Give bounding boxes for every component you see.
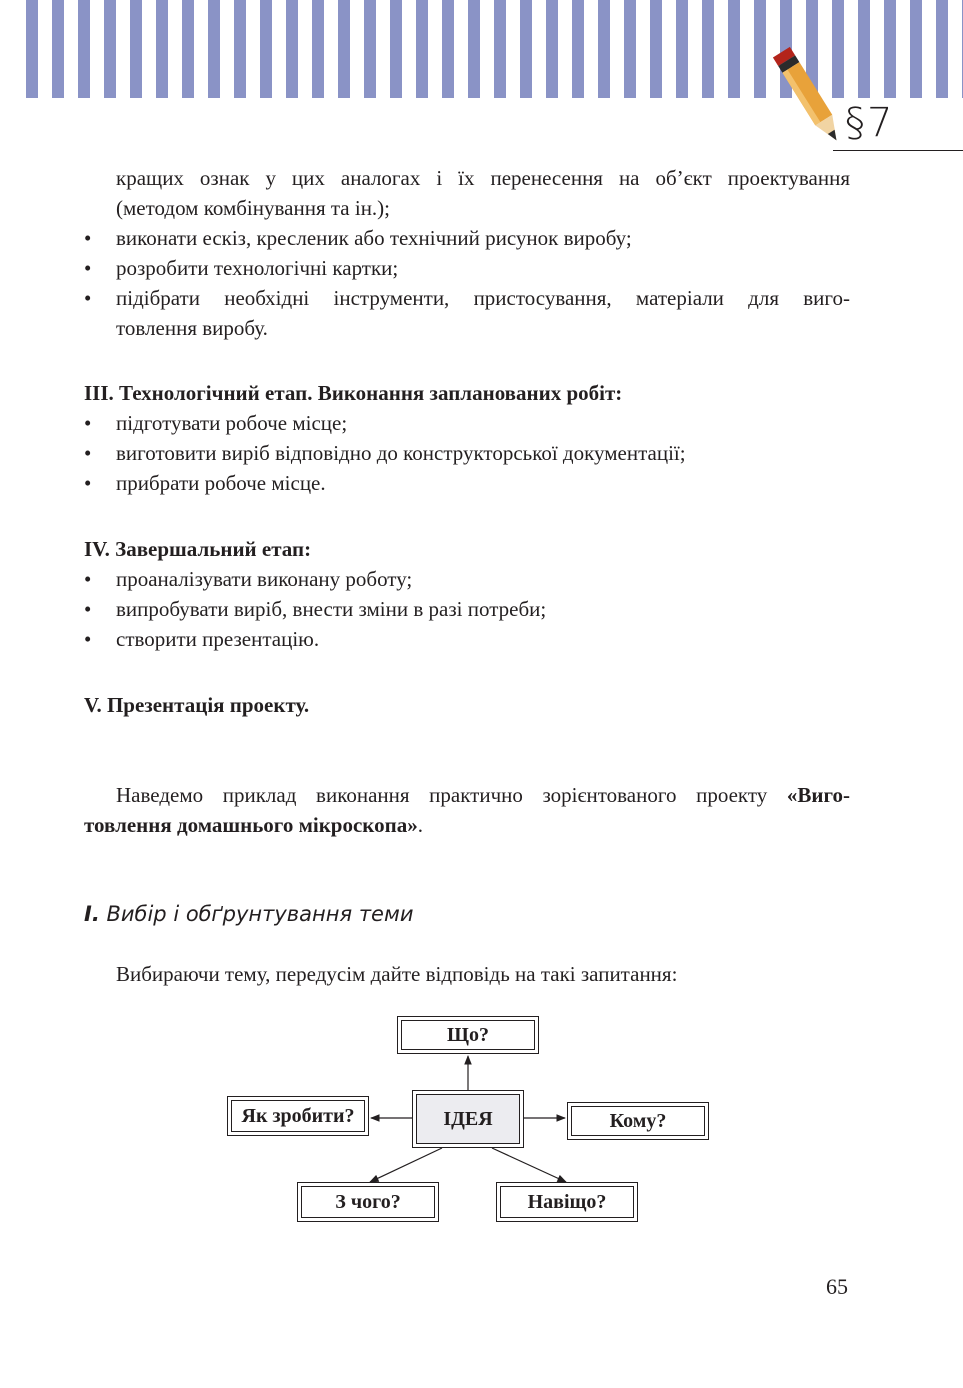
page-number: 65 [826,1274,848,1299]
arrow-to-bottom-right [492,1148,566,1182]
bullet-icon: • [84,567,92,591]
bullet-icon: • [84,441,92,465]
diagram-box-for-whom-label: Кому? [571,1106,705,1136]
bullet-icon: • [84,471,92,495]
list-item-text: підготувати робоче місце; [116,411,348,435]
example-end: . [417,813,423,837]
list-item-text: випробувати виріб, внести зміни в разі потреби; [116,597,547,621]
project-title-part-1: «Виго- [786,783,850,807]
list-item-text: підібрати необхідні інструменти, пристосування, матеріали для виго- [116,286,850,310]
diagram-box-idea-label: ІДЕЯ [416,1094,520,1144]
diagram-box-idea [412,1090,524,1148]
diagram-box-for-whom [567,1102,709,1140]
list-item-text: виготовити виріб відповідно до конструкторської документації; [116,441,686,465]
arrow-to-bottom-left [370,1148,442,1182]
list-item-text: розробити технологічні картки; [116,256,399,280]
diagram-box-what [397,1016,539,1054]
subsection-number: І. [84,902,100,926]
intro-line-1: кращих ознак у цих аналогах і їх перенесення на об’єкт проектування [116,166,850,190]
stage-5-heading: V. Презентація проекту. [84,693,310,717]
question-intro: Вибираючи тему, передусім дайте відповідь на такі запитання: [116,962,678,986]
list-item-text: прибрати робоче місце. [116,471,326,495]
list-item-text: виконати ескіз, кресленик або технічний рисунок виробу; [116,226,632,250]
list-item-text: створити презентацію. [116,627,320,651]
intro-line-2: (методом комбінування та ін.); [116,196,391,220]
bullet-icon: • [84,597,92,621]
diagram-box-why [496,1182,638,1222]
bullet-icon: • [84,256,92,280]
example-text: Наведемо приклад виконання практично зорієнтованого проекту [116,783,787,807]
bullet-icon: • [84,286,92,310]
diagram-box-how-label: Як зробити? [231,1100,365,1132]
list-item-continuation: товлення виробу. [116,316,268,340]
bullet-icon: • [84,627,92,651]
bullet-icon: • [84,411,92,435]
stage-3-heading: III. Технологічний етап. Виконання запланованих робіт: [84,381,623,405]
bullet-icon: • [84,226,92,250]
diagram-box-why-label: Навіщо? [500,1186,634,1218]
diagram-box-how [227,1096,369,1136]
subsection-title: Вибір і обґрунтування теми [99,902,414,926]
project-title-part-2: товлення домашнього мікроскопа» [84,813,418,837]
diagram-box-from-what-label: З чого? [301,1186,435,1218]
section-number: §7 [845,100,895,146]
stage-4-heading: IV. Завершальний етап: [84,537,312,561]
diagram-box-what-label: Що? [401,1020,535,1050]
list-item-text: проаналізувати виконану роботу; [116,567,413,591]
diagram-box-from-what [297,1182,439,1222]
